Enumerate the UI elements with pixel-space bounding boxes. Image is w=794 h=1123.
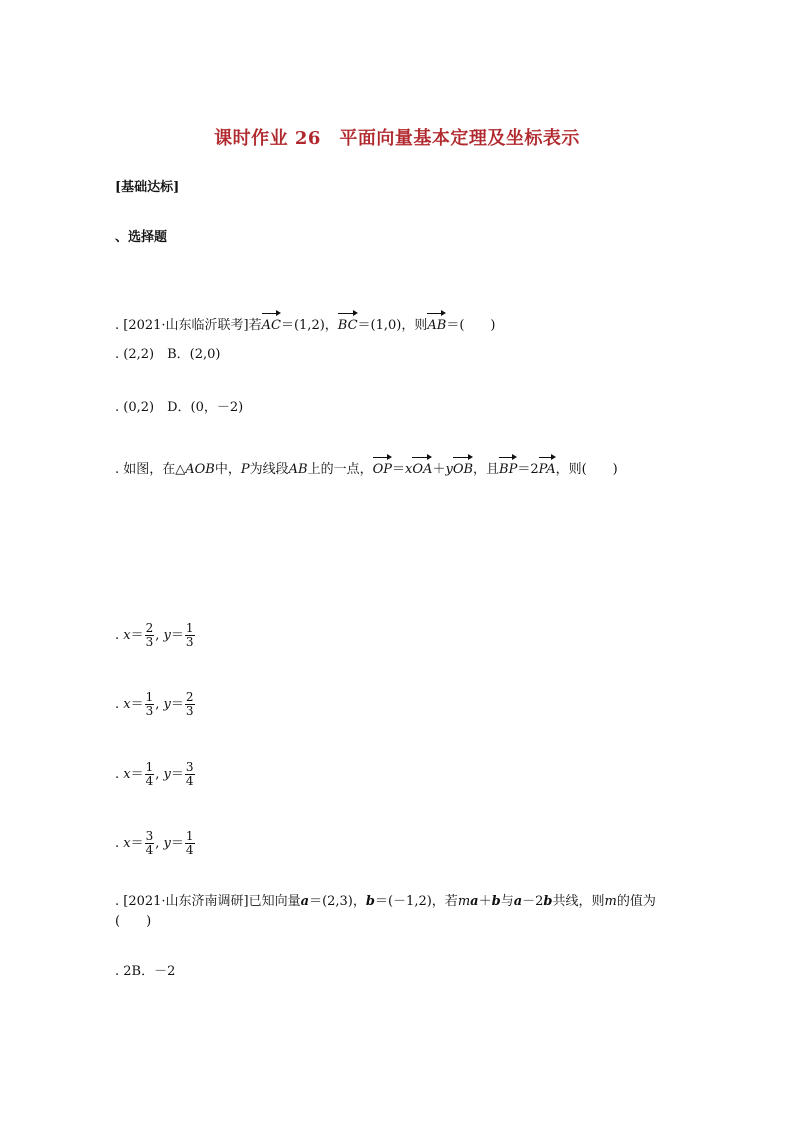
option-comma: , (155, 767, 164, 782)
option-y: y (163, 836, 171, 851)
q2-text-1: . 如图，在△ (115, 462, 186, 477)
q2-equal: ＝ (392, 462, 406, 477)
q2-option-d (115, 830, 196, 857)
fraction-numerator: 3 (185, 760, 194, 774)
fraction-denominator: 3 (145, 635, 154, 649)
option-y: y (163, 697, 171, 712)
q3-options: . 2B．－2 (115, 964, 176, 979)
var-m: m (457, 894, 471, 909)
option-x: x (123, 628, 131, 643)
vector-ac: AC (262, 312, 281, 336)
option-x: x (123, 767, 131, 782)
q2-text-2: 中， (214, 462, 241, 477)
option-equal: ＝ (130, 697, 144, 712)
option-equal: ＝ (170, 697, 184, 712)
option-comma: , (155, 697, 164, 712)
fraction-y (185, 830, 195, 857)
var-x: x (405, 462, 413, 477)
question-1 (115, 312, 495, 336)
vector-a: a (470, 894, 479, 909)
q3-plus: ＋ (478, 894, 492, 909)
q1-options-ab: . (2,2) B．(2,0) (115, 347, 221, 362)
fraction-numerator: 1 (145, 690, 154, 704)
option-x: x (123, 697, 131, 712)
segment-ab: AB (288, 462, 308, 477)
fraction-x (145, 691, 155, 718)
option-equal: ＝ (130, 836, 144, 851)
vector-a: a (300, 894, 310, 909)
q2-option-a (115, 622, 196, 649)
triangle-aob: AOB (185, 462, 215, 477)
q3-text-3: ＝(－1,2)，若 (374, 894, 458, 909)
option-equal: ＝ (170, 836, 184, 851)
vector-ab: AB (427, 312, 446, 336)
fraction-y (185, 761, 195, 788)
fraction-x (145, 761, 155, 788)
vector-bp: BP (499, 456, 517, 480)
fraction-y (185, 622, 195, 649)
var-m: m (604, 894, 617, 909)
subsection-heading: 、选择题 (115, 230, 168, 245)
q1-eq1: ＝(1,2)， (280, 318, 338, 333)
vector-ob: OB (453, 456, 473, 480)
vector-b: b (365, 894, 375, 909)
question-3 (115, 892, 656, 912)
fraction-numerator: 1 (145, 760, 154, 774)
vector-bc: BC (338, 312, 358, 336)
q1-eq3: ＝( ) (446, 318, 496, 333)
option-dot: . (115, 628, 124, 643)
option-equal: ＝ (130, 767, 144, 782)
option-x: x (123, 836, 131, 851)
option-equal: ＝ (170, 767, 184, 782)
section-heading: [基础达标] (115, 180, 180, 195)
q2-text-5: ，且 (473, 462, 500, 477)
q3-minus: －2 (522, 894, 544, 909)
fraction-y (185, 691, 195, 718)
q2-text-4: 上的一点， (307, 462, 373, 477)
q2-plus: ＋ (432, 462, 446, 477)
q3-text-5: 共线，则 (552, 894, 605, 909)
fraction-denominator: 4 (185, 774, 194, 788)
option-equal: ＝ (170, 628, 184, 643)
fraction-numerator: 3 (145, 829, 154, 843)
vector-op: OP (373, 456, 392, 480)
q2-equal-2: ＝2 (517, 462, 539, 477)
point-p: P (240, 462, 250, 477)
q3-answer-paren: ( ) (115, 914, 152, 929)
fraction-denominator: 3 (185, 704, 194, 718)
q3-text-1: . [2021·山东济南调研]已知向量 (115, 894, 301, 909)
q1-prefix: . [2021·山东临沂联考]若 (115, 318, 262, 333)
q3-text-2: ＝(2,3)， (309, 894, 366, 909)
option-y: y (163, 767, 171, 782)
option-dot: . (115, 767, 124, 782)
option-dot: . (115, 697, 124, 712)
var-y: y (445, 462, 453, 477)
vector-oa: OA (412, 456, 432, 480)
vector-pa: PA (539, 456, 556, 480)
option-comma: , (155, 628, 164, 643)
option-y: y (163, 628, 171, 643)
fraction-numerator: 2 (145, 621, 154, 635)
fraction-x (145, 830, 155, 857)
question-2 (115, 456, 618, 480)
fraction-numerator: 1 (185, 829, 194, 843)
q2-text-3: 为线段 (249, 462, 289, 477)
q3-text-4: 与 (500, 894, 514, 909)
fraction-denominator: 3 (145, 704, 154, 718)
q2-option-c (115, 761, 196, 788)
vector-b: b (491, 894, 501, 909)
page-title: 课时作业 26 平面向量基本定理及坐标表示 (214, 128, 580, 149)
fraction-numerator: 2 (185, 690, 194, 704)
fraction-denominator: 4 (145, 774, 154, 788)
fraction-numerator: 1 (185, 621, 194, 635)
q2-text-6: ，则( ) (555, 462, 618, 477)
fraction-denominator: 4 (185, 843, 194, 857)
q3-text-6: 的值为 (616, 894, 656, 909)
option-dot: . (115, 836, 124, 851)
option-comma: , (155, 836, 164, 851)
option-equal: ＝ (130, 628, 144, 643)
q2-option-b (115, 691, 196, 718)
q1-options-cd: . (0,2) D．(0，－2) (115, 400, 244, 415)
q1-eq2: ＝(1,0)，则 (357, 318, 428, 333)
fraction-denominator: 4 (145, 843, 154, 857)
vector-b: b (543, 894, 553, 909)
vector-a: a (513, 894, 523, 909)
fraction-x (145, 622, 155, 649)
fraction-denominator: 3 (185, 635, 194, 649)
